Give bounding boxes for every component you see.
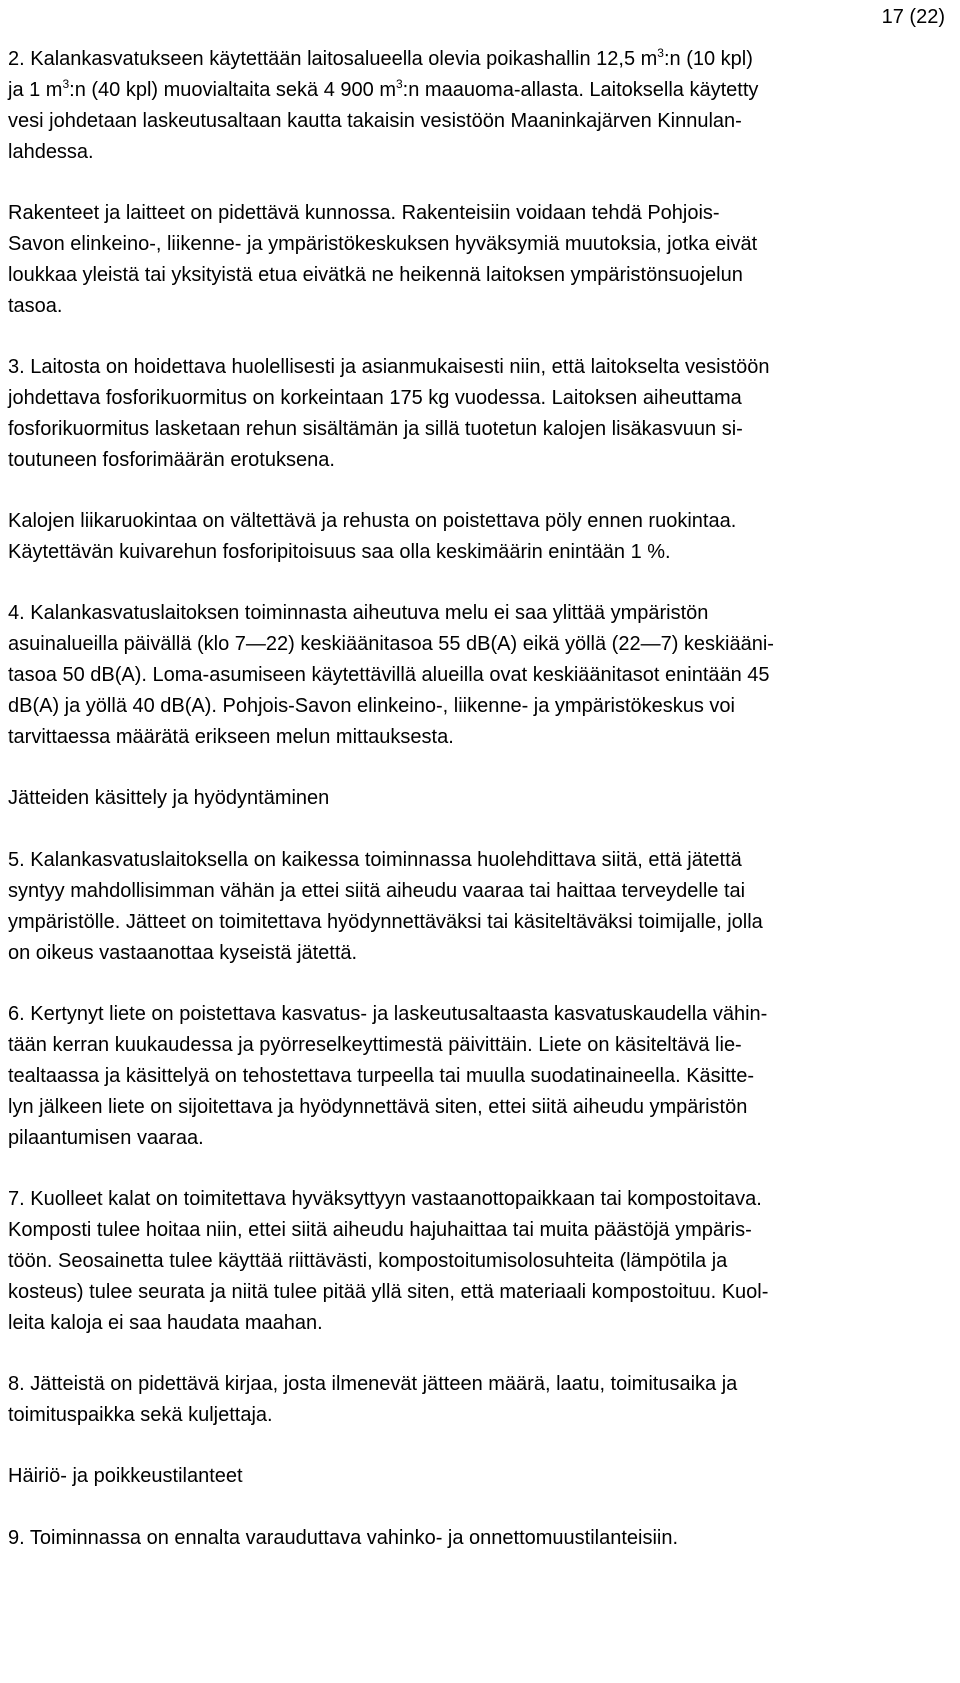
text-line: tään kerran kuukaudessa ja pyörreselkeyttimestä päivittäin. Liete on käsiteltävä lie- xyxy=(8,1034,742,1056)
text-line: kosteus) tulee seurata ja niitä tulee pitää yllä siten, että materiaali kompostoituu. Kuol- xyxy=(8,1281,769,1303)
paragraph-feeding xyxy=(8,506,956,568)
text-line: pilaantumisen vaaraa. xyxy=(8,1127,204,1149)
text-line: fosforikuormitus lasketaan rehun sisältämän ja sillä tuotetun kalojen lisäkasvuun si- xyxy=(8,418,743,440)
text-line: töön. Seosainetta tulee käyttää riittävästi, kompostoitumisolosuhteita (lämpötila ja xyxy=(8,1250,728,1272)
text-line: ja 1 $m^3:n$ (40 kpl) muovialtaita sekä 4 900 $m^3:n$ maauoma-allasta. Laitoksella käytetty xyxy=(8,77,759,101)
text-line: Savon elinkeino-, liikenne- ja ympäristökeskuksen hyväksymiä muutoksia, jotka eivät xyxy=(8,233,758,255)
text-line: Käytettävän kuivarehun fosforipitoisuus saa olla keskimäärin enintään 1 %. xyxy=(8,541,671,563)
text-line: 5. Kalankasvatuslaitoksella on kaikessa toiminnassa huolehdittava siitä, että jätettä xyxy=(8,849,742,871)
text-line: ympäristölle. Jätteet on toimitettava hyödynnettäväksi tai käsiteltäväksi toimijalle, jolla xyxy=(8,911,763,933)
paragraph-item-5 xyxy=(8,845,956,969)
paragraph-item-6 xyxy=(8,999,956,1154)
text-line: dB(A) ja yöllä 40 dB(A). Pohjois-Savon elinkeino-, liikenne- ja ympäristökeskus voi xyxy=(8,695,735,717)
text-line: 8. Jätteistä on pidettävä kirjaa, josta ilmenevät jätteen määrä, laatu, toimitusaika ja xyxy=(8,1373,738,1395)
paragraph-item-9 xyxy=(8,1523,956,1554)
text-line: 2. Kalankasvatukseen käytettään laitosalueella olevia poikashallin 12,5 $m^3:n$ (10 kpl) xyxy=(8,46,753,70)
text-line: Komposti tulee hoitaa niin, ettei siitä aiheudu hajuhaittaa tai muita päästöjä ympäris- xyxy=(8,1219,752,1241)
text-line: lyn jälkeen liete on sijoitettava ja hyödynnettävä siten, ettei siitä aiheudu ympäristön xyxy=(8,1096,748,1118)
text-line: vesi johdetaan laskeutusaltaan kautta takaisin vesistöön Maaninkajärven Kinnulan- xyxy=(8,110,742,132)
paragraph-item-4 xyxy=(8,598,956,753)
text-line: tasoa. xyxy=(8,295,63,317)
paragraph-item-8 xyxy=(8,1369,956,1431)
text-line: 9. Toiminnassa on ennalta varauduttava vahinko- ja onnettomuustilanteisiin. xyxy=(8,1527,679,1549)
paragraph-item-7 xyxy=(8,1184,956,1339)
paragraph-structures xyxy=(8,198,956,322)
text-line: on oikeus vastaanottaa kyseistä jätettä. xyxy=(8,942,358,964)
text-line: lahdessa. xyxy=(8,141,94,163)
paragraph-item-3 xyxy=(8,352,956,476)
heading-incidents: Häiriö- ja poikkeustilanteet xyxy=(8,1465,243,1487)
page-number: 17 (22) xyxy=(881,6,945,28)
text-line: leita kaloja ei saa haudata maahan. xyxy=(8,1312,323,1334)
text-line: 6. Kertynyt liete on poistettava kasvatus- ja laskeutusaltaasta kasvatuskaudella vähin- xyxy=(8,1003,768,1025)
text-line: asuinalueilla päivällä (klo 7—22) keskiäänitasoa 55 dB(A) eikä yöllä (22—7) keskiääni- xyxy=(8,633,774,655)
paragraph-item-2 xyxy=(8,44,956,168)
text-line: toutuneen fosforimäärän erotuksena. xyxy=(8,449,335,471)
text-line: loukkaa yleistä tai yksityistä etua eivätkä ne heikennä laitoksen ympäristönsuojelun xyxy=(8,264,743,286)
text-line: toimituspaikka sekä kuljettaja. xyxy=(8,1404,273,1426)
text-line: johdettava fosforikuormitus on korkeintaan 175 kg vuodessa. Laitoksen aiheuttama xyxy=(8,387,742,409)
text-line: 4. Kalankasvatuslaitoksen toiminnasta aiheutuva melu ei saa ylittää ympäristön xyxy=(8,602,709,624)
text-line: 3. Laitosta on hoidettava huolellisesti ja asianmukaisesti niin, että laitokselta vesistöön xyxy=(8,356,770,378)
text-line: tarvittaessa määrätä erikseen melun mittauksesta. xyxy=(8,726,454,748)
text-line: syntyy mahdollisimman vähän ja ettei siitä aiheudu vaaraa tai haittaa terveydelle tai xyxy=(8,880,746,902)
text-line: Kalojen liikaruokintaa on vältettävä ja rehusta on poistettava pöly ennen ruokintaa. xyxy=(8,510,737,532)
heading-waste-handling: Jätteiden käsittely ja hyödyntäminen xyxy=(8,787,330,809)
text-line: Rakenteet ja laitteet on pidettävä kunnossa. Rakenteisiin voidaan tehdä Pohjois- xyxy=(8,202,720,224)
text-line: tasoa 50 dB(A). Loma-asumiseen käytettävillä alueilla ovat keskiäänitasot enintään 45 xyxy=(8,664,770,686)
text-line: tealtaassa ja käsittelyä on tehostettava turpeella tai muulla suodatinaineella. Käsitte- xyxy=(8,1065,755,1087)
text-line: 7. Kuolleet kalat on toimitettava hyväksyttyyn vastaanottopaikkaan tai kompostoitava. xyxy=(8,1188,762,1210)
document-body xyxy=(8,44,956,1554)
